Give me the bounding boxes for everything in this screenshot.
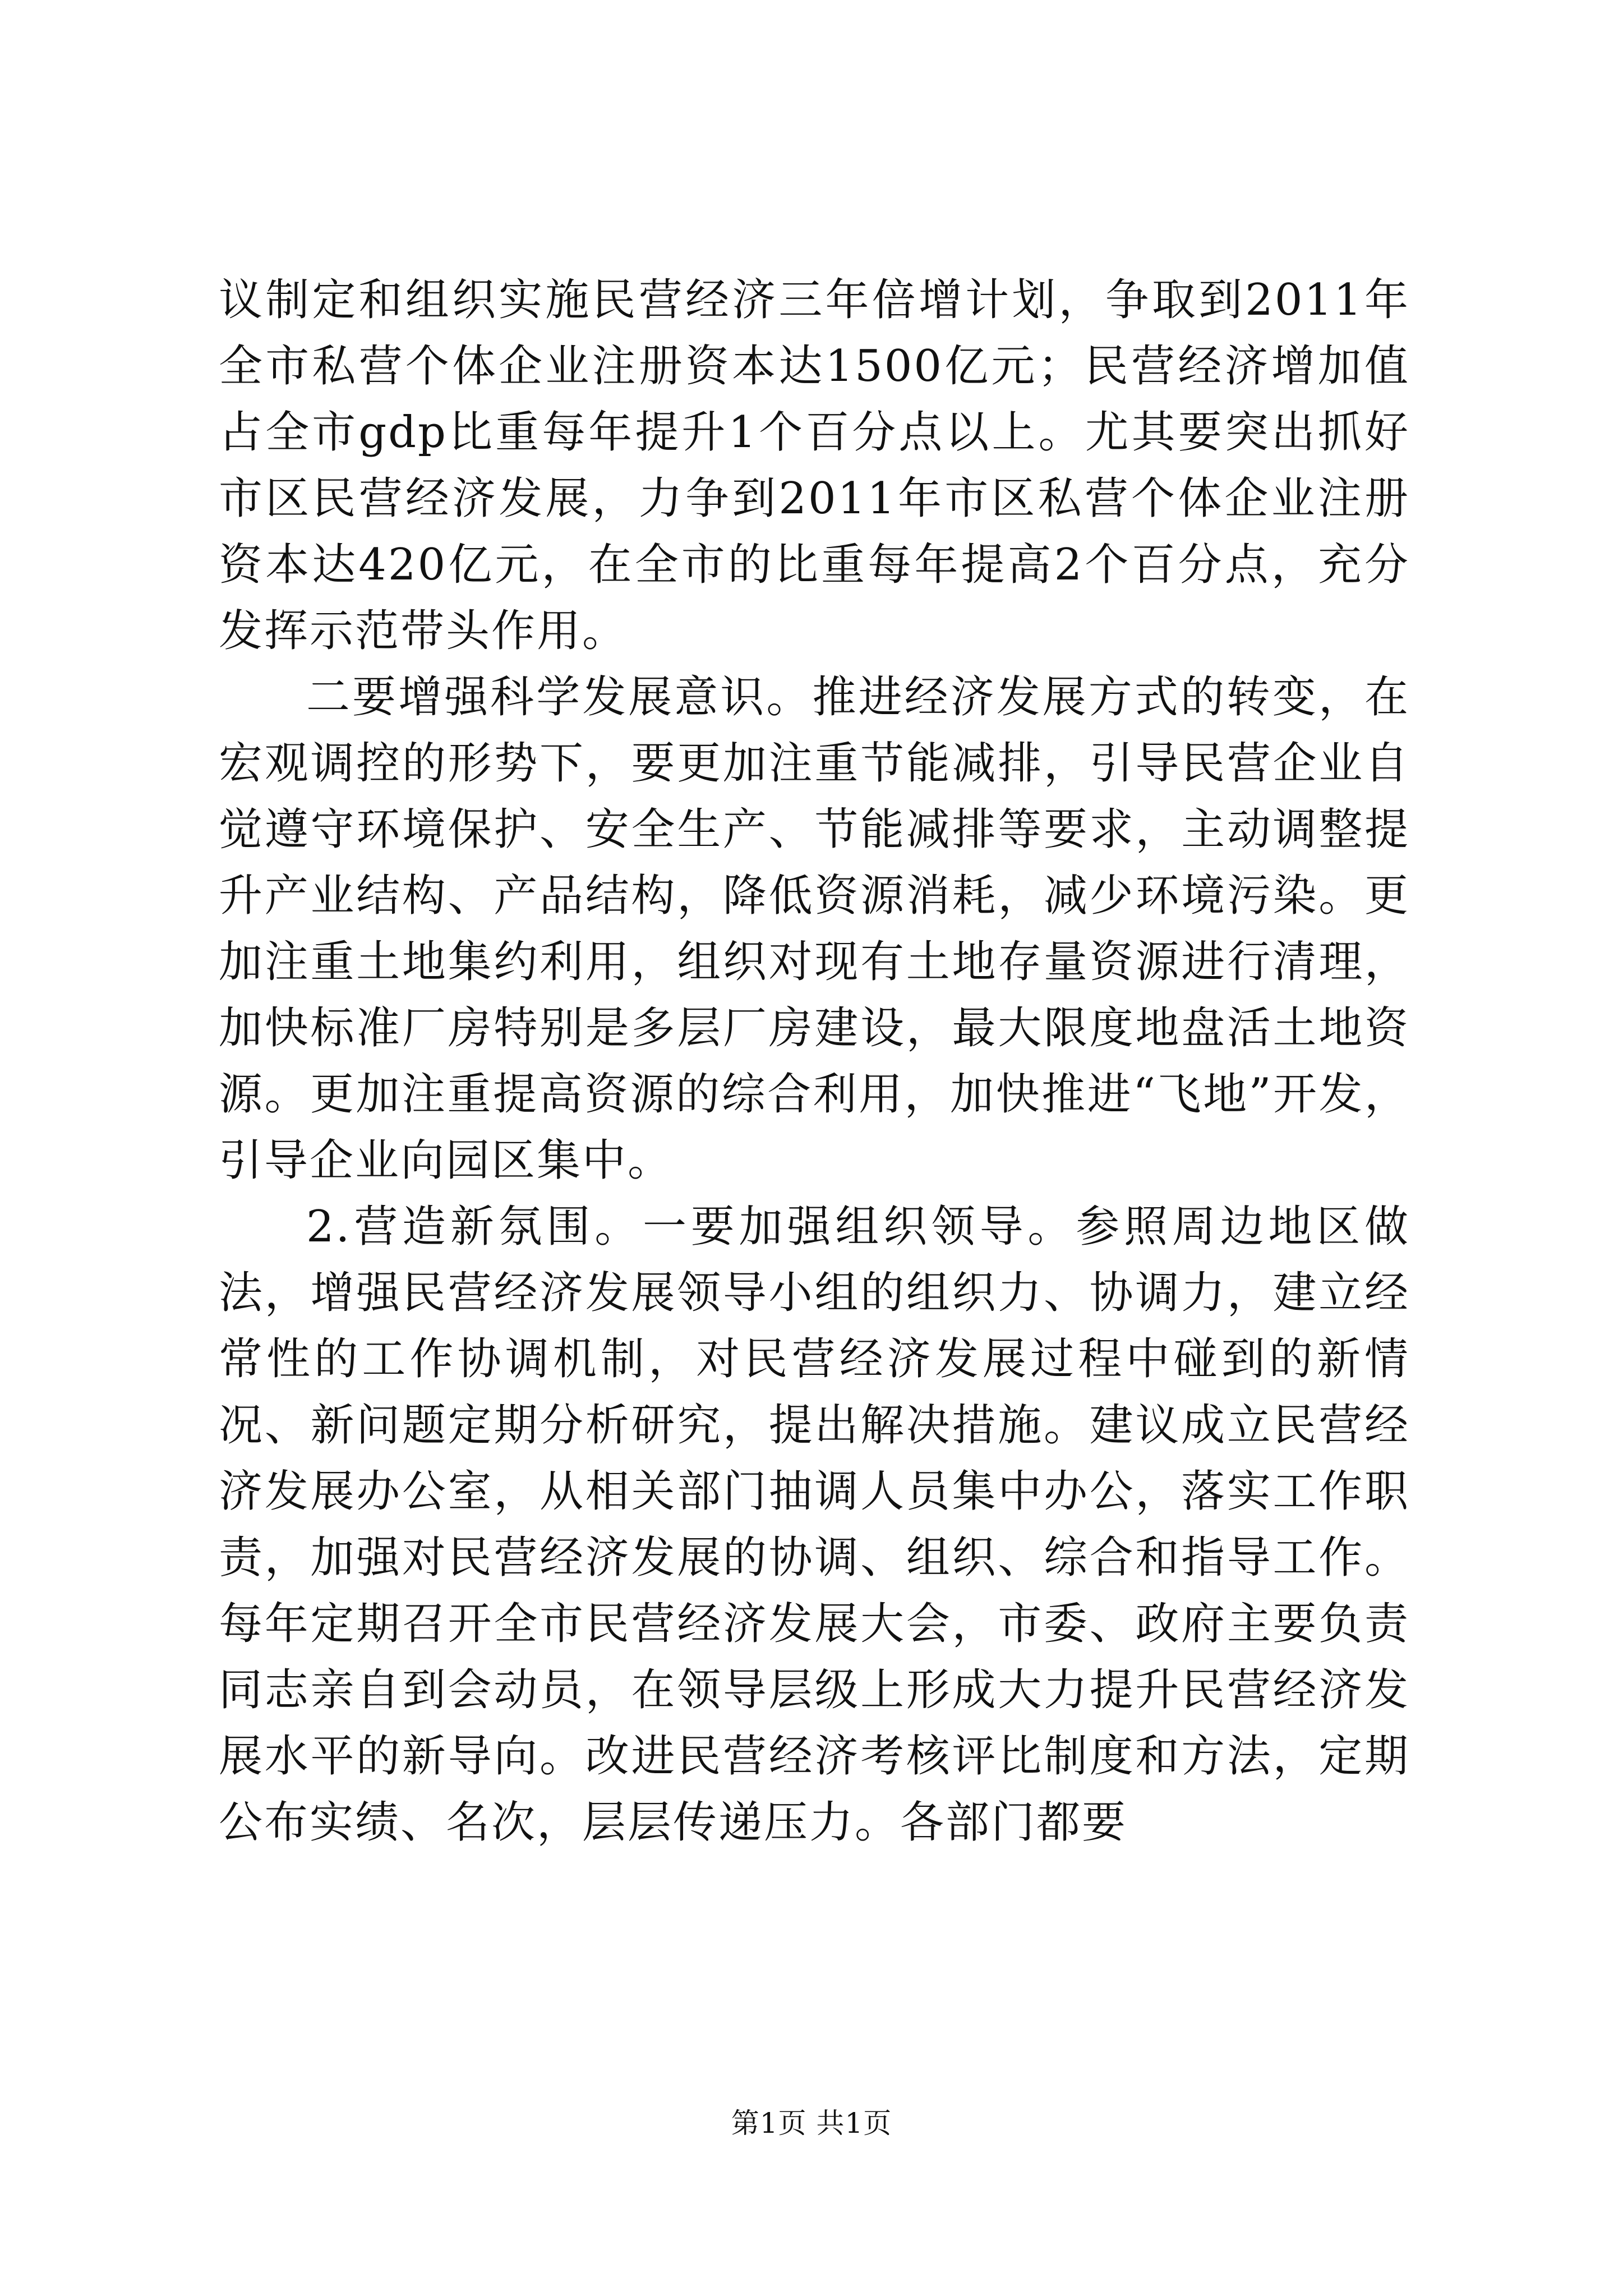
paragraph-3: 2.营造新氛围。一要加强组织领导。参照周边地区做法，增强民营经济发展领导小组的组织力、协调力，建立经常性的工作协调机制，对民营经济发展过程中碰到的新情况、新问题定期分析研究，提出解决措施。建议成立民营经济发展办公室，从相关部门抽调人员集中办公，落实工作职责，加强对民营经济发展的协调、组织、综合和指导工作。每年定期召开全市民营经济发展大会，市委、政府主要负责同志亲自到会动员，在领导层级上形成大力提升民营经济发展水平的新导向。改进民营经济考核评比制度和方法，定期公布实绩、名次，层层传递压力。各部门都要	[219, 1202, 1410, 1848]
paragraph-1: 议制定和组织实施民营经济三年倍增计划，争取到2011年全市私营个体企业注册资本达1500亿元；民营经济增加值占全市gdp比重每年提升1个百分点以上。尤其要突出抓好市区民营经济发展，力争到2011年市区私营个体企业注册资本达420亿元，在全市的比重每年提高2个百分点，充分发挥示范带头作用。	[219, 275, 1410, 656]
paragraph-2: 二要增强科学发展意识。推进经济发展方式的转变，在宏观调控的形势下，要更加注重节能减排，引导民营企业自觉遵守环境保护、安全生产、节能减排等要求，主动调整提升产业结构、产品结构，降低资源消耗，减少环境污染。更加注重土地集约利用，组织对现有土地存量资源进行清理，加快标准厂房特别是多层厂房建设，最大限度地盘活土地资源。更加注重提高资源的综合利用，加快推进“飞地”开发，引导企业向园区集中。	[219, 672, 1410, 1186]
document-body	[219, 267, 1410, 1856]
page-footer: 第1页 共1页	[731, 2107, 892, 2139]
